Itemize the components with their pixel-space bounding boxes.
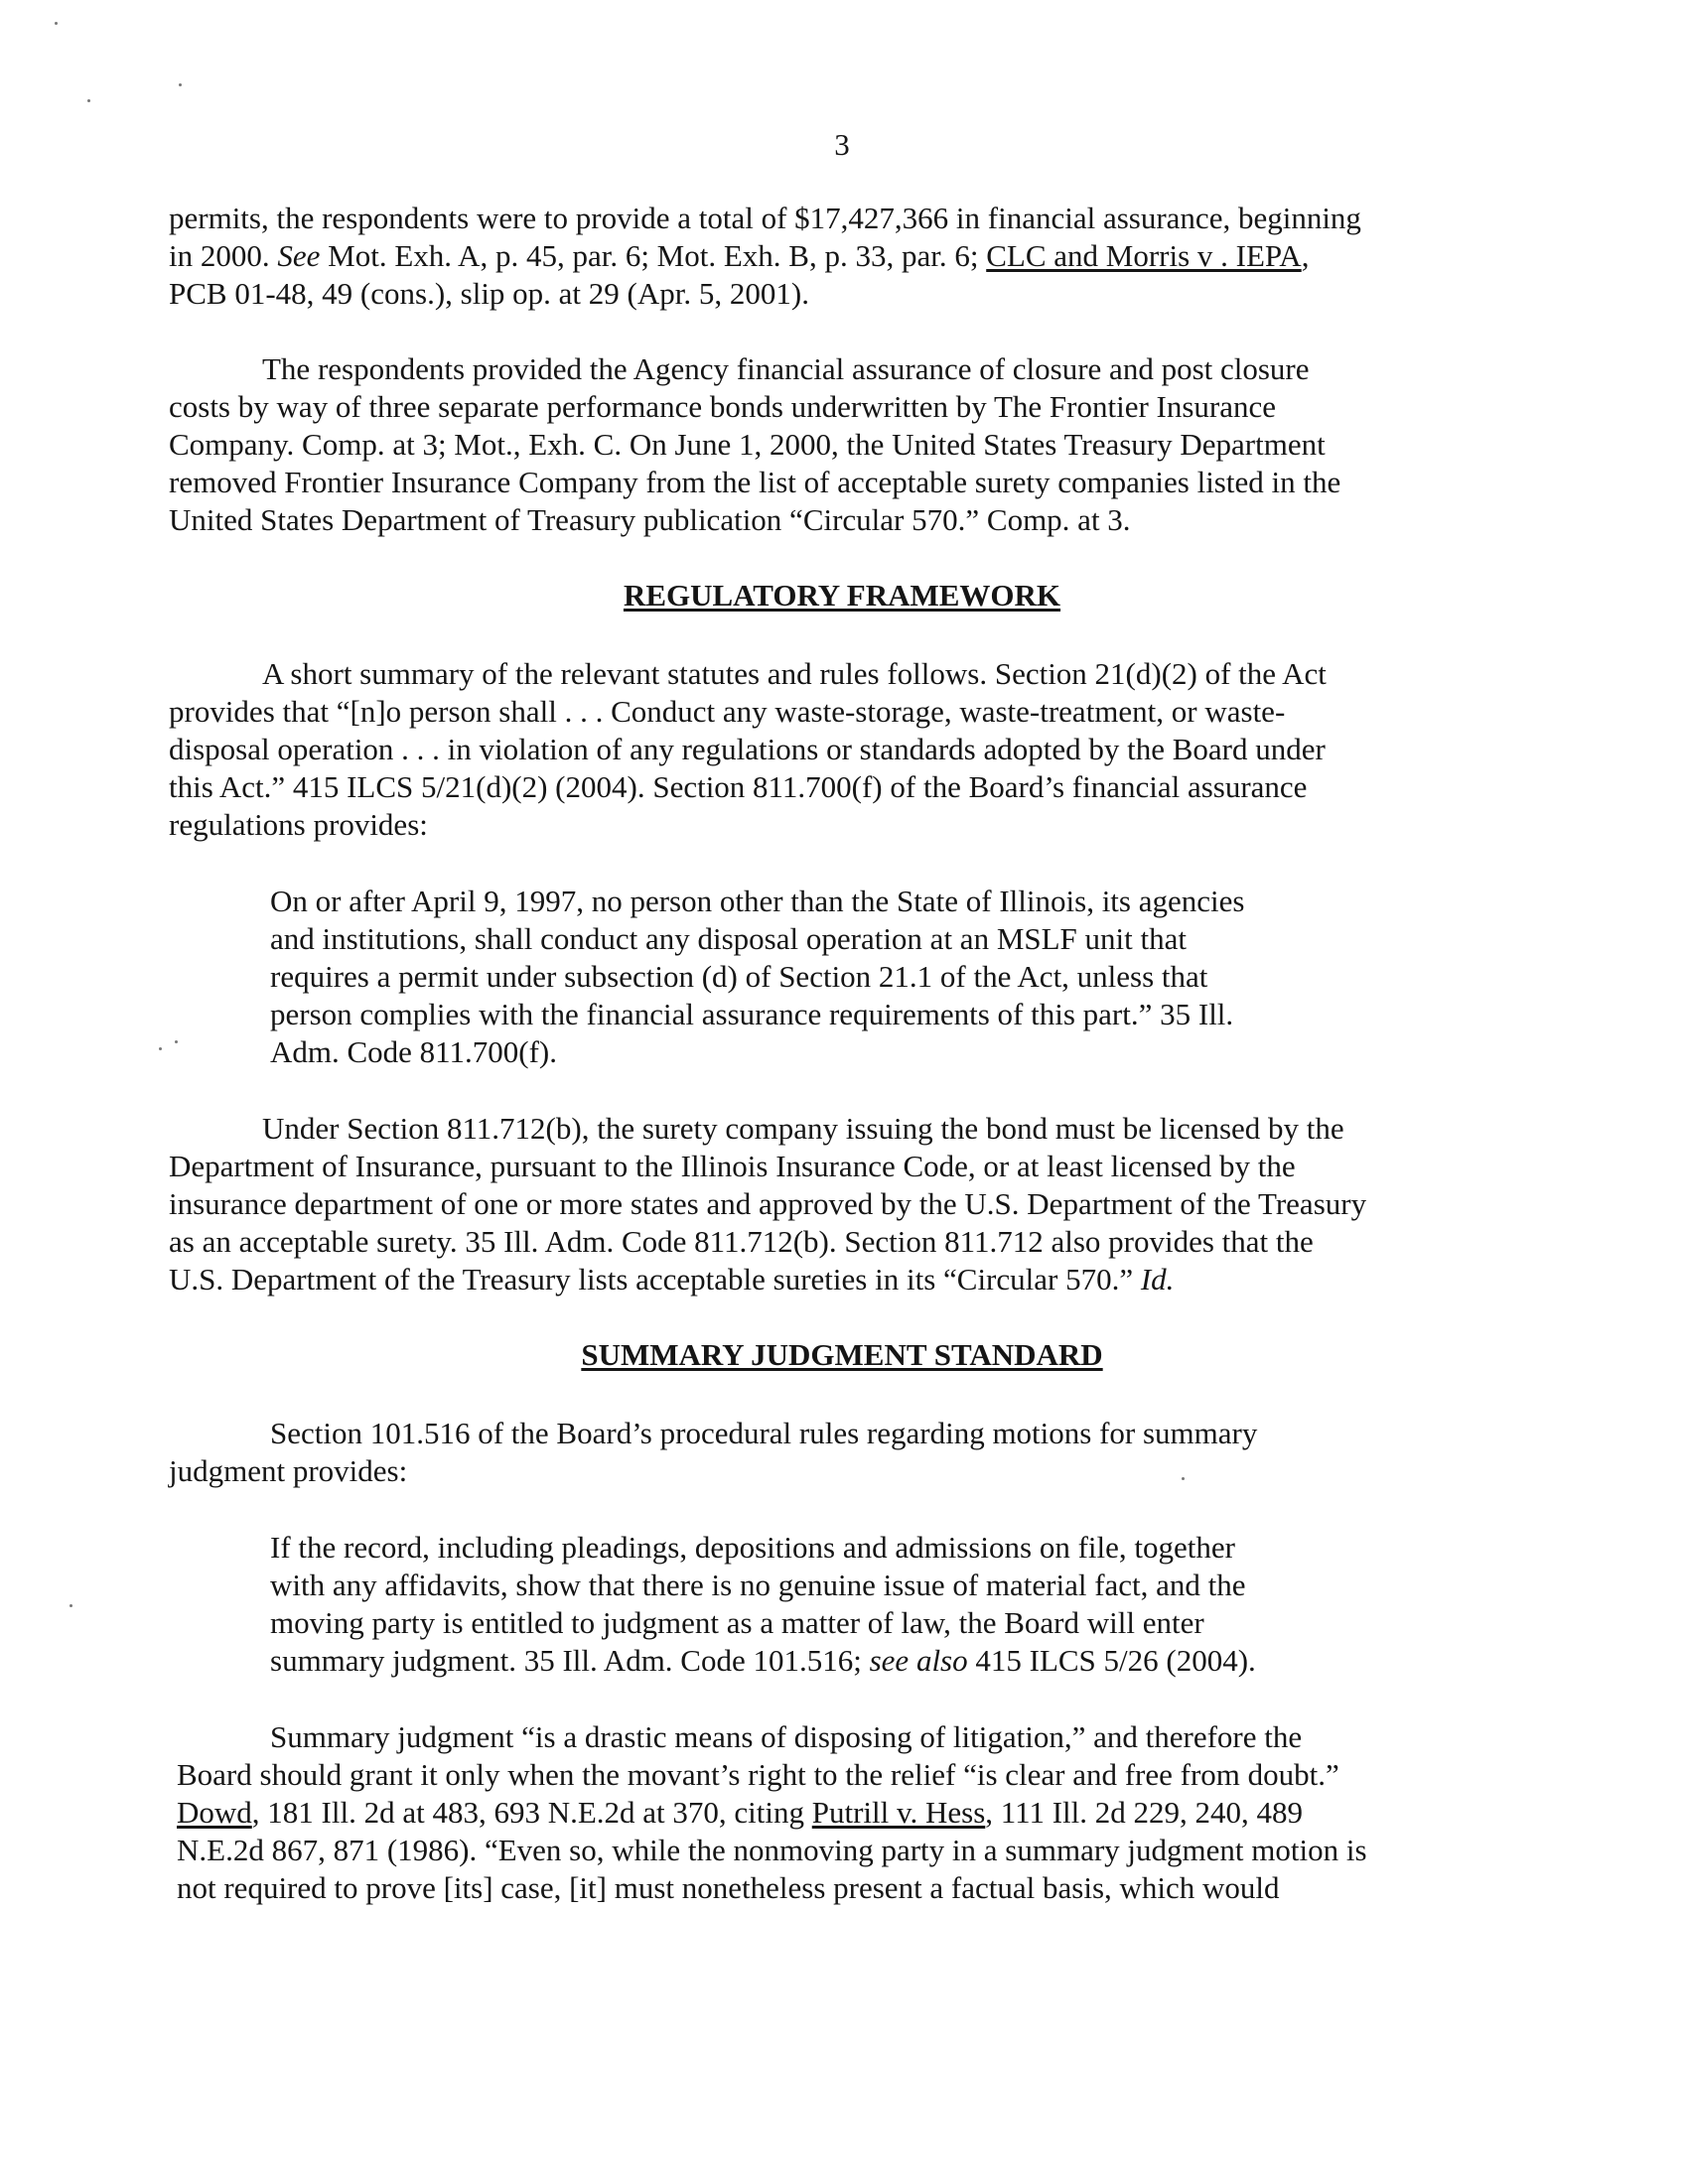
text-line: Company. Comp. at 3; Mot., Exh. C. On June 1, 2000, the United States Treasury Department (169, 427, 1326, 462)
page-number: 3 (834, 127, 850, 162)
text-line: disposal operation . . . in violation of any regulations or standards adopted by the Board under (169, 732, 1326, 766)
text-line: and institutions, shall conduct any disposal operation at an MSLF unit that (270, 921, 1188, 956)
text-line: United States Department of Treasury publication “Circular 570.” Comp. at 3. (169, 502, 1131, 537)
citation-signal: See (277, 238, 321, 273)
text-line: Department of Insurance, pursuant to the Illinois Insurance Code, or at least licensed by the (169, 1149, 1296, 1183)
text-line: moving party is entitled to judgment as a matter of law, the Board will enter (270, 1605, 1204, 1640)
text-line: with any affidavits, show that there is no genuine issue of material fact, and the (270, 1568, 1246, 1602)
text-line: as an acceptable surety. 35 Ill. Adm. Code 811.712(b). Section 811.712 also provides that the (169, 1224, 1314, 1259)
text-line: judgment provides: (169, 1453, 408, 1488)
text-line: Under Section 811.712(b), the surety company issuing the bond must be licensed by the (262, 1111, 1344, 1146)
scan-speck (70, 1604, 72, 1607)
text-line: Adm. Code 811.700(f). (270, 1034, 558, 1069)
text-span: , (1301, 238, 1310, 273)
text-span: summary judgment. 35 Ill. Adm. Code 101.516; (270, 1643, 862, 1678)
citation-signal: see also (869, 1643, 968, 1678)
scan-speck (55, 22, 58, 25)
text-line: PCB 01-48, 49 (cons.), slip op. at 29 (Apr. 5, 2001). (169, 276, 809, 311)
text-line (169, 1261, 1174, 1298)
text-line: costs by way of three separate performance bonds underwritten by The Frontier Insurance (169, 389, 1277, 424)
text-span: 415 ILCS 5/26 (2004). (975, 1643, 1256, 1678)
section-heading-summary-judgment-standard: SUMMARY JUDGMENT STANDARD (581, 1337, 1103, 1372)
scan-speck (175, 1040, 178, 1043)
text-line: If the record, including pleadings, depositions and admissions on file, together (270, 1530, 1235, 1565)
section-heading-regulatory-framework: REGULATORY FRAMEWORK (623, 578, 1061, 613)
text-line: The respondents provided the Agency financial assurance of closure and post closure (262, 351, 1310, 386)
citation-signal: Id. (1140, 1262, 1175, 1297)
text-line: Board should grant it only when the movant’s right to the relief “is clear and free from doubt.” (177, 1757, 1339, 1792)
text-line: not required to prove [its] case, [it] must nonetheless present a factual basis, which would (177, 1870, 1280, 1905)
scan-speck (87, 99, 90, 102)
scan-speck (179, 83, 182, 86)
scan-speck (1182, 1477, 1185, 1480)
text-span: U.S. Department of the Treasury lists acceptable sureties in its “Circular 570.” (169, 1262, 1134, 1297)
text-span: , 181 Ill. 2d at 483, 693 N.E.2d at 370, citing (251, 1795, 804, 1830)
text-line: Section 101.516 of the Board’s procedural rules regarding motions for summary (270, 1416, 1258, 1450)
text-line: provides that “[n]o person shall . . . Conduct any waste-storage, waste-treatment, or waste- (169, 694, 1286, 729)
text-span: in 2000. (169, 238, 270, 273)
case-citation: Putrill v. Hess (811, 1795, 986, 1830)
case-citation: Dowd (177, 1795, 252, 1830)
text-span: , 111 Ill. 2d 229, 240, 489 (985, 1795, 1304, 1830)
text-line: permits, the respondents were to provide a total of $17,427,366 in financial assurance, beginning (169, 201, 1361, 235)
case-citation: CLC and Morris v . IEPA (986, 238, 1302, 273)
text-line: this Act.” 415 ILCS 5/21(d)(2) (2004). Section 811.700(f) of the Board’s financial assurance (169, 769, 1308, 804)
text-line: A short summary of the relevant statutes and rules follows. Section 21(d)(2) of the Act (262, 656, 1327, 691)
text-line: removed Frontier Insurance Company from the list of acceptable surety companies listed in the (169, 465, 1341, 499)
text-line: On or after April 9, 1997, no person other than the State of Illinois, its agencies (270, 884, 1245, 918)
text-line: N.E.2d 867, 871 (1986). “Even so, while the nonmoving party in a summary judgment motion is (177, 1833, 1367, 1867)
text-line: insurance department of one or more states and approved by the U.S. Department of the Treasury (169, 1186, 1367, 1221)
text-span: Mot. Exh. A, p. 45, par. 6; Mot. Exh. B, p. 33, par. 6; (328, 238, 979, 273)
text-line: requires a permit under subsection (d) of Section 21.1 of the Act, unless that (270, 959, 1208, 994)
text-line (177, 1794, 1303, 1832)
text-line (270, 1642, 1256, 1680)
text-line: Summary judgment “is a drastic means of disposing of litigation,” and therefore the (270, 1719, 1303, 1754)
text-line: regulations provides: (169, 807, 428, 842)
text-line (169, 237, 1309, 275)
scan-speck (159, 1047, 162, 1050)
text-line: person complies with the financial assurance requirements of this part.” 35 Ill. (270, 997, 1234, 1031)
